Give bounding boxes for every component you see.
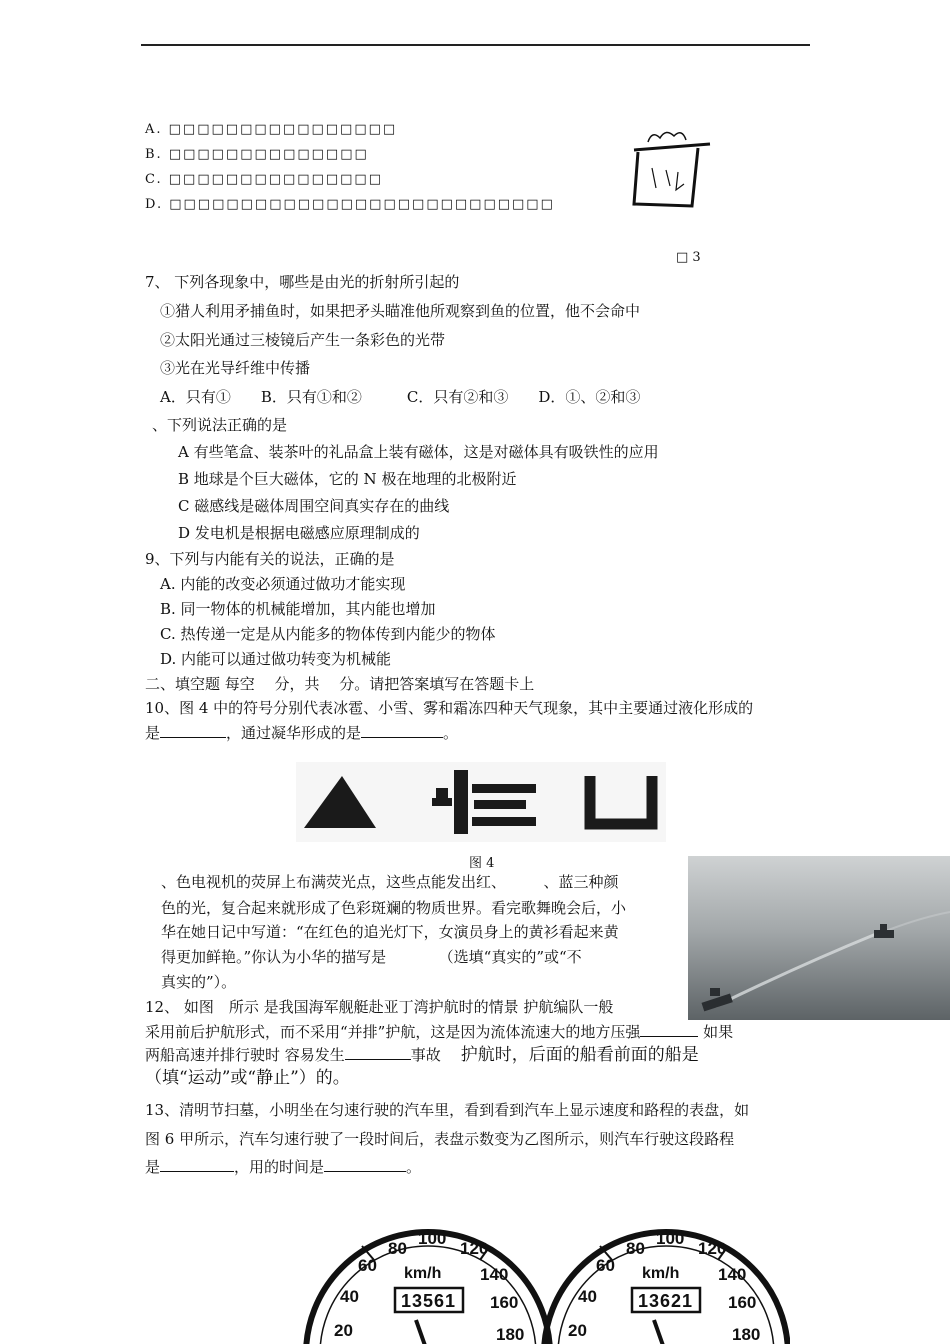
q13-line-2: 图 6 甲所示，汽车匀速行驶了一段时间后，表盘示数变为乙图所示，则汽车行驶这段路程 [145,1130,735,1148]
gauge-left-tick-80: 80 [388,1239,407,1258]
q7-stem: 7、 下列各现象中，哪些是由光的折射所引起的 [145,273,460,291]
q12-blank-1[interactable] [640,1022,698,1037]
gauge-right-tick-120: 120 [698,1239,727,1258]
q10-text-b: ，通过凝华形成的是 [226,724,362,742]
speedometer-figure [300,1196,790,1344]
q13-blank-1[interactable] [160,1157,234,1172]
gauge-left-tick-140: 140 [480,1265,509,1284]
q13-text-b: ，用的时间是 [234,1158,325,1176]
q9-option-c: C. 热传递一定是从内能多的物体传到内能少的物体 [160,625,496,643]
q11-line-1: 、色电视机的荧屏上布满荧光点，这些点能发出红、 、蓝三种颜 [161,873,619,891]
gauge-right-tick-20: 20 [568,1321,587,1340]
gauge-right-tick-180: 180 [732,1325,761,1344]
gauge-left-tick-60: 60 [358,1256,377,1275]
q9-stem: 9、下列与内能有关的说法，正确的是 [145,550,395,568]
q12-blank-2[interactable] [345,1045,411,1060]
gauge-left-tick-40: 40 [340,1287,359,1306]
q8-option-d: D 发电机是根据电磁感应原理制成的 [178,524,420,542]
figure-3-caption: □ 3 [676,250,701,265]
q12-line-4: （填“运动”或“静止”）的。 [145,1068,350,1088]
gauge-right-tick-160: 160 [728,1293,757,1312]
q8-stem: 、下列说法正确的是 [152,416,288,434]
q13-text-c: 。 [406,1158,422,1176]
q12-line-1: 12、 如图 所示 是我国海军舰艇赴亚丁湾护航时的情景 护航编队一般 [145,998,614,1016]
q12-text-c: 两船高速并排行驶时 容易发生 [145,1046,345,1064]
q7-item-1: ①猎人利用矛捕鱼时，如果把矛头瞄准他所观察到鱼的位置，他不会命中 [160,302,641,320]
q11-line-5: 真实的”）。 [161,973,237,991]
q10-text-c: 。 [443,724,459,742]
q9-option-d: D. 内能可以通过做功转变为机械能 [160,650,392,668]
navy-escort-photo [688,856,950,1020]
gauge-left-tick-160: 160 [490,1293,519,1312]
q6-option-a: A. □□□□□□□□□□□□□□□□ [145,122,398,137]
q9-option-a: A. 内能的改变必须通过做功才能实现 [160,575,406,593]
gauge-left-tick-100: 100 [418,1229,447,1248]
q7-item-2: ②太阳光通过三棱镜后产生一条彩色的光带 [160,331,446,349]
q6-option-d: D. □□□□□□□□□□□□□□□□□□□□□□□□□□□ [145,197,555,212]
q11-line-3: 华在她日记中写道：“在红色的追光灯下，女演员身上的黄衫看起来黄 [161,923,619,941]
gauge-left-tick-120: 120 [460,1239,489,1258]
gauge-left-unit: km/h [404,1265,442,1282]
figure-3-sketch [626,128,718,210]
gauge-right-tick-60: 60 [596,1256,615,1275]
gauge-left-odometer: 13561 [401,1291,457,1311]
q7-item-3: ③光在光导纤维中传播 [160,359,311,377]
q6-option-c: C. □□□□□□□□□□□□□□□ [145,172,383,187]
gauge-right-needle [654,1320,666,1344]
q8-option-a: A 有些笔盒、装茶叶的礼品盒上装有磁体，这是对磁体具有吸铁性的应用 [178,443,659,461]
q8-option-b: B 地球是个巨大磁体，它的 N 极在地理的北极附近 [178,470,517,488]
gauge-right-tick-100: 100 [656,1229,685,1248]
gauge-left-tick-180: 180 [496,1325,525,1344]
q13-line-1: 13、清明节扫墓，小明坐在匀速行驶的汽车里，看到看到汽车上显示速度和路程的表盘，如 [145,1101,750,1119]
gauge-left-tick-20: 20 [334,1321,353,1340]
q13-blank-2[interactable] [324,1157,406,1172]
figure-4-weather-symbols [296,762,666,842]
gauge-right-tick-140: 140 [718,1265,747,1284]
header-rule [141,44,810,46]
gauge-right-unit: km/h [642,1265,680,1282]
q10-line-1: 10、图 4 中的符号分别代表冰雹、小雪、雾和霜冻四种天气现象，其中主要通过液化形成的 [145,699,754,717]
q13-text-a: 是 [145,1158,161,1176]
section-2-title: 二、填空题 每空 分，共 分。请把答案填写在答题卡上 [145,675,535,693]
gauge-right-tick-40: 40 [578,1287,597,1306]
q10-blank-2[interactable] [361,723,443,738]
q10-blank-1[interactable] [160,723,226,738]
speedometer-right [544,1229,788,1344]
gauge-right-odometer: 13621 [638,1291,694,1311]
gauge-left-needle [416,1320,428,1344]
q9-option-b: B. 同一物体的机械能增加，其内能也增加 [160,600,436,618]
q10-line-2 [145,723,458,743]
q13-line-3 [145,1157,421,1177]
q6-option-b: B. □□□□□□□□□□□□□□ [145,147,369,162]
speedometer-left [306,1229,550,1344]
q12-line-2 [145,1022,733,1042]
q12-line-3 [145,1045,699,1065]
gauge-right-tick-80: 80 [626,1239,645,1258]
figure-4-caption: 图 4 [469,856,495,871]
q12-text-d: 事故 [410,1046,441,1064]
q11-line-2: 色的光，复合起来就形成了色彩斑斓的物质世界。看完歌舞晚会后，小 [161,899,627,917]
q12-text-a: 采用前后护航形式，而不采用“并排”护航，这是因为流体流速大的地方压强 [145,1023,641,1041]
q7-options: A．只有① B．只有①和② C．只有②和③ D．①、②和③ [160,388,641,406]
q12-text-b: 如果 [698,1023,734,1041]
q10-text-a: 是 [145,724,161,742]
q12-text-e: 护航时，后面的船看前面的船是 [460,1045,699,1065]
q11-line-4: 得更加鲜艳。”你认为小华的描写是 （选填“真实的”或“不 [161,948,582,966]
q8-option-c: C 磁感线是磁体周围空间真实存在的曲线 [178,497,450,515]
